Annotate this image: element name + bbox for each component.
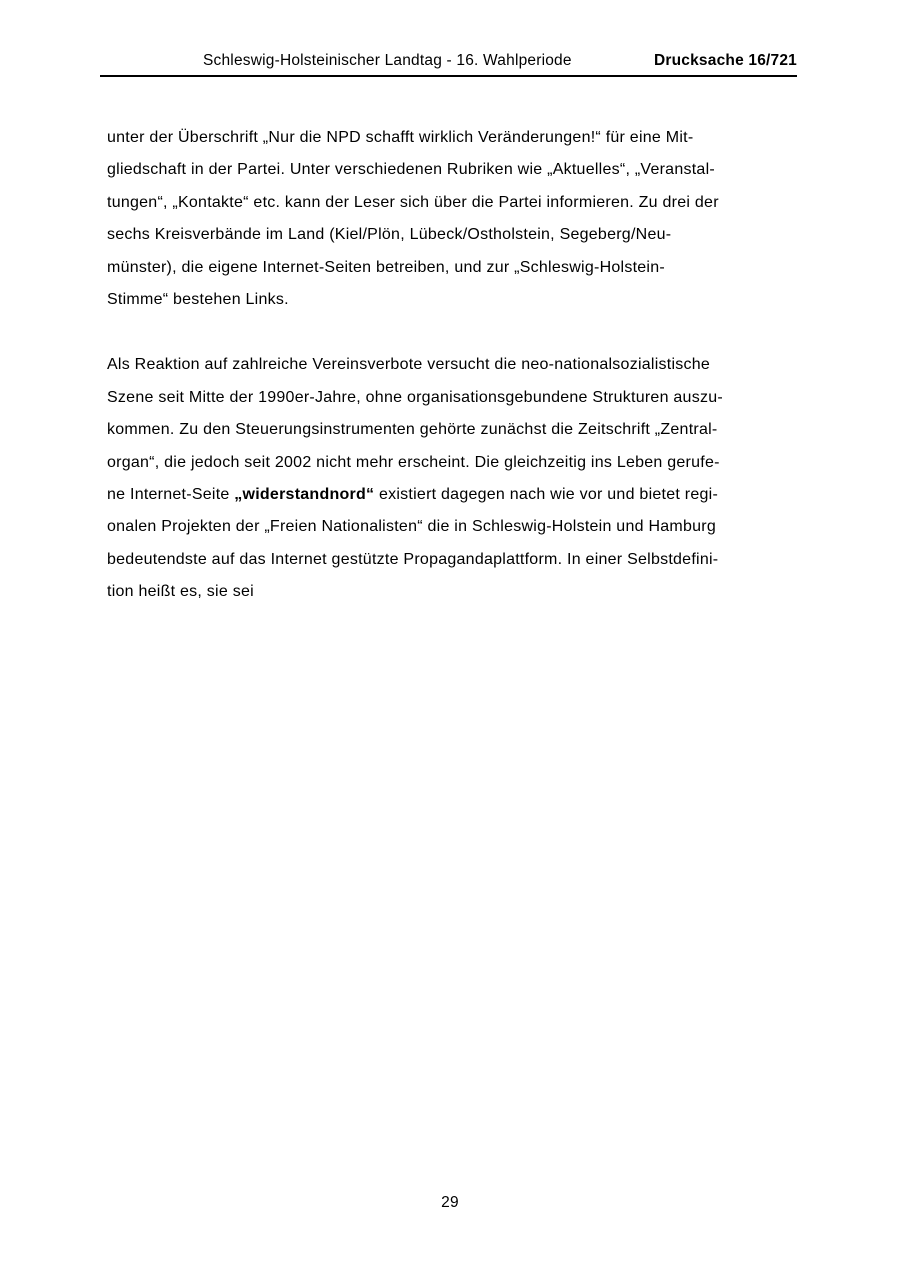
header-rule: [100, 75, 797, 77]
text-line: tungen“, „Kontakte“ etc. kann der Leser sich über die Partei informieren. Zu drei der: [107, 193, 719, 211]
text-line: münster), die eigene Internet-Seiten betreiben, und zur „Schleswig-Holstein-: [107, 258, 665, 276]
text-line: organ“, die jedoch seit 2002 nicht mehr erscheint. Die gleichzeitig ins Leben gerufe-: [107, 453, 720, 471]
text-line: unter der Überschrift „Nur die NPD schafft wirklich Veränderungen!“ für eine Mit-: [107, 129, 694, 146]
text-line: Szene seit Mitte der 1990er-Jahre, ohne organisationsgebundene Strukturen auszu-: [107, 388, 723, 406]
text-line: tion heißt es, sie sei: [107, 583, 254, 601]
page-number: 29: [441, 1194, 459, 1211]
text-line: sechs Kreisverbände im Land (Kiel/Plön, Lübeck/Ostholstein, Segeberg/Neu-: [107, 226, 672, 244]
text-line: kommen. Zu den Steuerungsinstrumenten gehörte zunächst die Zeitschrift „Zentral-: [107, 421, 718, 439]
text-line: bedeutendste auf das Internet gestützte Propagandaplattform. In einer Selbstdefini-: [107, 550, 719, 568]
paragraph-1: [107, 122, 807, 317]
paragraph-2: [107, 349, 807, 609]
header-document-number: Drucksache 16/721: [654, 52, 797, 69]
text-line: Stimme“ bestehen Links.: [107, 291, 289, 309]
text-line: ne Internet-Seite „widerstandnord“ existiert dagegen nach wie vor und bietet regi-: [107, 485, 719, 503]
text-line: onalen Projekten der „Freien Nationalisten“ die in Schleswig-Holstein und Hamburg: [107, 518, 716, 536]
text-line: Als Reaktion auf zahlreiche Vereinsverbote versucht die neo-nationalsozialistische: [107, 356, 711, 374]
document-body: [107, 122, 807, 641]
header-running-title: Schleswig-Holsteinischer Landtag - 16. Wahlperiode: [203, 52, 572, 69]
text-line: gliedschaft in der Partei. Unter verschiedenen Rubriken wie „Aktuelles“, „Veranstal-: [107, 161, 715, 179]
